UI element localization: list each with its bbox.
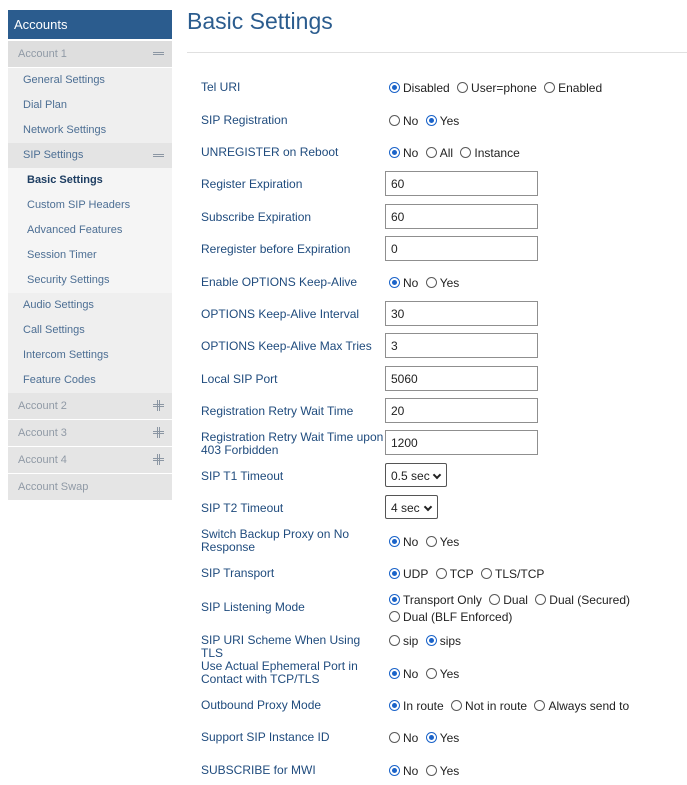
instance-id-yes-radio[interactable] bbox=[426, 732, 437, 743]
switch-backup-label: Switch Backup Proxy on No Response bbox=[201, 527, 350, 554]
tel-uri-disabled-radio[interactable] bbox=[389, 82, 400, 93]
ephemeral-port-yes-radio[interactable] bbox=[426, 668, 437, 679]
subscribe-expiration-label: Subscribe Expiration bbox=[201, 210, 312, 224]
expand-icon[interactable] bbox=[153, 400, 164, 411]
option-label: UDP bbox=[403, 567, 429, 581]
t2-timeout-select[interactable] bbox=[385, 495, 438, 519]
unregister-no-radio[interactable] bbox=[389, 147, 400, 158]
expand-icon[interactable] bbox=[153, 427, 164, 438]
sidebar-header[interactable]: Accounts bbox=[8, 10, 172, 39]
option-label: Enabled bbox=[558, 81, 603, 95]
subscribe-mwi-no-radio[interactable] bbox=[389, 765, 400, 776]
sip-registration-yes-radio[interactable] bbox=[426, 115, 437, 126]
local-sip-port-label: Local SIP Port bbox=[201, 372, 278, 386]
listening-dual-secured-radio[interactable] bbox=[535, 594, 546, 605]
instance-id-label: Support SIP Instance ID bbox=[201, 730, 330, 744]
option-label: No bbox=[403, 535, 419, 549]
options-keepalive-label: Enable OPTIONS Keep-Alive bbox=[201, 275, 358, 289]
sidebar-item-account-4[interactable] bbox=[8, 447, 172, 473]
listening-dual-blf-radio[interactable] bbox=[389, 611, 400, 622]
option-label: Dual (Secured) bbox=[549, 593, 630, 607]
option-label: No bbox=[403, 667, 419, 681]
option-label: No bbox=[403, 146, 419, 160]
sidebar-item-label: Call Settings bbox=[23, 324, 85, 336]
option-label: Not in route bbox=[465, 699, 528, 713]
ephemeral-port-label: Use Actual Ephemeral Port in Contact with TCP/TLS bbox=[201, 659, 358, 686]
reregister-before-input[interactable]: 0 bbox=[385, 236, 538, 261]
unregister-reboot-radio-group bbox=[389, 146, 524, 160]
tel-uri-radio-group bbox=[389, 81, 606, 95]
uri-scheme-tls-label: SIP URI Scheme When Using TLS bbox=[201, 633, 361, 660]
expand-icon[interactable] bbox=[153, 454, 164, 465]
options-max-tries-input[interactable]: 3 bbox=[385, 333, 538, 358]
sidebar-item-label: Account 2 bbox=[18, 400, 67, 412]
option-label: Yes bbox=[439, 764, 460, 778]
sidebar-item-label: Account Swap bbox=[18, 481, 89, 493]
proxy-always-send-radio[interactable] bbox=[534, 700, 545, 711]
register-expiration-input[interactable]: 60 bbox=[385, 171, 538, 196]
option-label: Yes bbox=[439, 731, 460, 745]
listening-mode-radio-group-line2 bbox=[389, 610, 516, 624]
option-label: Disabled bbox=[403, 81, 450, 95]
subscribe-mwi-yes-radio[interactable] bbox=[426, 765, 437, 776]
page-title: Basic Settings bbox=[187, 8, 333, 34]
collapse-icon[interactable] bbox=[153, 52, 164, 55]
sidebar-item-label: Basic Settings bbox=[27, 174, 103, 186]
subscribe-mwi-label: SUBSCRIBE for MWI bbox=[201, 763, 316, 777]
sidebar-item-label: Custom SIP Headers bbox=[27, 199, 131, 211]
tel-uri-enabled-radio[interactable] bbox=[544, 82, 555, 93]
sidebar-item-label: Account 3 bbox=[18, 427, 67, 439]
unregister-instance-radio[interactable] bbox=[460, 147, 471, 158]
outbound-proxy-mode-label: Outbound Proxy Mode bbox=[201, 698, 322, 712]
sidebar-item-custom-sip-headers[interactable] bbox=[8, 193, 172, 218]
instance-id-no-radio[interactable] bbox=[389, 732, 400, 743]
sidebar-item-label: Feature Codes bbox=[23, 374, 96, 386]
uri-scheme-sips-radio[interactable] bbox=[426, 635, 437, 646]
option-label: TCP bbox=[449, 567, 474, 581]
option-label: All bbox=[439, 146, 454, 160]
option-label: Always send to bbox=[548, 699, 630, 713]
sip-transport-radio-group bbox=[389, 567, 548, 581]
option-label: No bbox=[403, 764, 419, 778]
sidebar-item-security-settings[interactable] bbox=[8, 268, 172, 293]
option-label: No bbox=[403, 114, 419, 128]
options-interval-input[interactable]: 30 bbox=[385, 301, 538, 326]
local-sip-port-input[interactable]: 5060 bbox=[385, 366, 538, 391]
sidebar-item-advanced-features[interactable] bbox=[8, 218, 172, 243]
option-label: In route bbox=[403, 699, 444, 713]
proxy-not-in-route-radio[interactable] bbox=[451, 700, 462, 711]
option-label: Instance bbox=[474, 146, 520, 160]
option-label: Transport Only bbox=[403, 593, 482, 607]
register-expiration-label: Register Expiration bbox=[201, 177, 303, 191]
sip-transport-label: SIP Transport bbox=[201, 566, 275, 580]
option-label: Yes bbox=[439, 276, 460, 290]
sidebar-item-label: Intercom Settings bbox=[23, 349, 109, 361]
uri-scheme-sip-radio[interactable] bbox=[389, 635, 400, 646]
ephemeral-port-radio-group bbox=[389, 667, 463, 681]
subscribe-expiration-input[interactable]: 60 bbox=[385, 204, 538, 229]
sidebar-item-call-settings[interactable] bbox=[8, 318, 172, 343]
tel-uri-label: Tel URI bbox=[201, 80, 241, 94]
option-label: Yes bbox=[439, 535, 460, 549]
retry-wait-label: Registration Retry Wait Time bbox=[201, 404, 354, 418]
sidebar-item-label: Security Settings bbox=[27, 274, 110, 286]
option-label: sip bbox=[403, 634, 419, 648]
listening-dual-radio[interactable] bbox=[489, 594, 500, 605]
option-label: Dual bbox=[503, 593, 528, 607]
t1-timeout-label: SIP T1 Timeout bbox=[201, 469, 284, 483]
select-value: 0.5 sec bbox=[391, 469, 430, 483]
sidebar-item-label: Account 1 bbox=[18, 48, 67, 60]
outbound-proxy-mode-radio-group bbox=[389, 699, 633, 713]
option-label: No bbox=[403, 276, 419, 290]
option-label: Yes bbox=[439, 114, 460, 128]
uri-scheme-tls-radio-group bbox=[389, 634, 465, 648]
unregister-all-radio[interactable] bbox=[426, 147, 437, 158]
transport-udp-radio[interactable] bbox=[389, 568, 400, 579]
option-label: TLS/TCP bbox=[495, 567, 545, 581]
options-keepalive-no-radio[interactable] bbox=[389, 277, 400, 288]
sidebar-item-label: Audio Settings bbox=[23, 299, 94, 311]
retry-wait-403-input[interactable]: 1200 bbox=[385, 430, 538, 455]
sidebar-item-account-3[interactable] bbox=[8, 420, 172, 446]
sidebar-item-account-2[interactable] bbox=[8, 393, 172, 419]
sidebar-item-general-settings[interactable] bbox=[8, 68, 172, 93]
option-label: Dual (BLF Enforced) bbox=[403, 610, 513, 624]
t1-timeout-select[interactable] bbox=[385, 463, 447, 487]
transport-tcp-radio[interactable] bbox=[436, 568, 447, 579]
sidebar-item-label: Advanced Features bbox=[27, 224, 123, 236]
sidebar-item-label: Session Timer bbox=[27, 249, 97, 261]
select-value: 4 sec bbox=[391, 501, 420, 515]
listening-transport-only-radio[interactable] bbox=[389, 594, 400, 605]
sip-registration-radio-group bbox=[389, 114, 463, 128]
sip-registration-label: SIP Registration bbox=[201, 113, 288, 127]
sidebar-item-basic-settings[interactable] bbox=[8, 168, 172, 193]
sip-registration-no-radio[interactable] bbox=[389, 115, 400, 126]
chevron-down-icon bbox=[433, 471, 441, 479]
option-label: No bbox=[403, 731, 419, 745]
switch-backup-yes-radio[interactable] bbox=[426, 536, 437, 547]
instance-id-radio-group bbox=[389, 731, 463, 745]
t2-timeout-label: SIP T2 Timeout bbox=[201, 501, 284, 515]
options-keepalive-radio-group bbox=[389, 276, 463, 290]
listening-mode-radio-group bbox=[389, 593, 634, 607]
sidebar-item-account-swap[interactable] bbox=[8, 474, 172, 500]
option-label: sips bbox=[439, 634, 462, 648]
proxy-in-route-radio[interactable] bbox=[389, 700, 400, 711]
transport-tls-tcp-radio[interactable] bbox=[481, 568, 492, 579]
subscribe-mwi-radio-group bbox=[389, 764, 463, 778]
option-label: Yes bbox=[439, 667, 460, 681]
sidebar-item-feature-codes[interactable] bbox=[8, 368, 172, 393]
sidebar-item-sip-settings[interactable] bbox=[8, 143, 172, 168]
listening-mode-label: SIP Listening Mode bbox=[201, 600, 305, 614]
option-label: User=phone bbox=[471, 81, 537, 95]
options-keepalive-yes-radio[interactable] bbox=[426, 277, 437, 288]
sidebar-item-label: Network Settings bbox=[23, 124, 107, 136]
title-divider bbox=[187, 52, 687, 53]
unregister-reboot-label: UNREGISTER on Reboot bbox=[201, 145, 339, 159]
tel-uri-user-phone-radio[interactable] bbox=[457, 82, 468, 93]
switch-backup-radio-group bbox=[389, 535, 463, 549]
retry-wait-input[interactable]: 20 bbox=[385, 398, 538, 423]
switch-backup-no-radio[interactable] bbox=[389, 536, 400, 547]
sidebar-item-label: SIP Settings bbox=[23, 149, 84, 161]
sidebar-item-account-1[interactable] bbox=[8, 41, 172, 67]
sidebar-item-dial-plan[interactable] bbox=[8, 93, 172, 118]
sidebar-item-label: Account 4 bbox=[18, 454, 67, 466]
sidebar-item-label: Dial Plan bbox=[23, 99, 68, 111]
sidebar-item-label: General Settings bbox=[23, 74, 105, 86]
sidebar-item-intercom-settings[interactable] bbox=[8, 343, 172, 368]
ephemeral-port-no-radio[interactable] bbox=[389, 668, 400, 679]
reregister-before-label: Reregister before Expiration bbox=[201, 242, 351, 256]
options-interval-label: OPTIONS Keep-Alive Interval bbox=[201, 307, 360, 321]
collapse-icon[interactable] bbox=[153, 154, 164, 157]
chevron-down-icon bbox=[424, 503, 432, 511]
sidebar bbox=[8, 10, 172, 501]
retry-wait-403-label: Registration Retry Wait Time upon 403 Forbidden bbox=[201, 430, 384, 457]
sidebar-item-audio-settings[interactable] bbox=[8, 293, 172, 318]
sidebar-item-network-settings[interactable] bbox=[8, 118, 172, 143]
sidebar-item-session-timer[interactable] bbox=[8, 243, 172, 268]
options-max-tries-label: OPTIONS Keep-Alive Max Tries bbox=[201, 339, 372, 353]
